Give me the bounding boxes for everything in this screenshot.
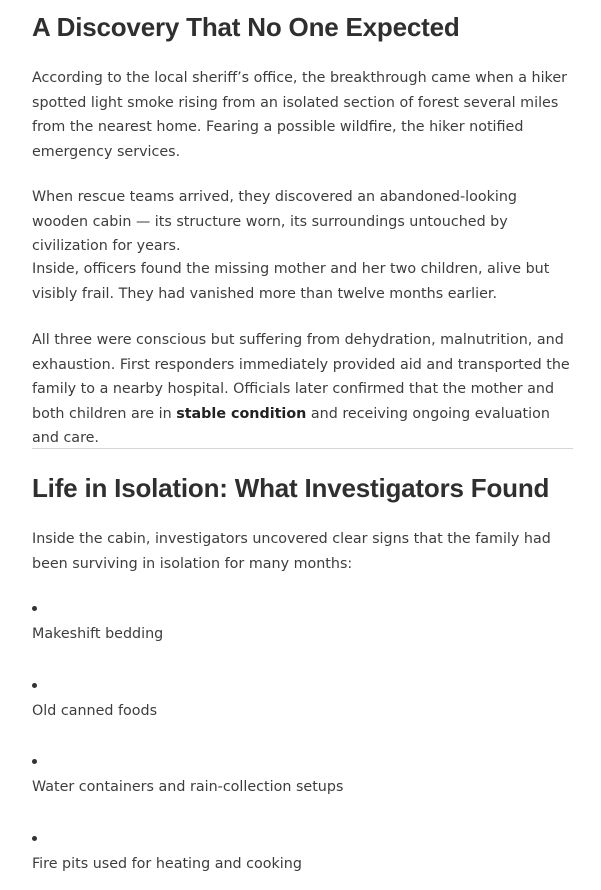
condition-text-after: and receiving ongoing evaluation and care.	[32, 405, 550, 447]
section-heading-discovery: A Discovery That No One Expected	[32, 12, 460, 42]
bullet-icon	[32, 683, 37, 688]
list-item: Old canned foods	[32, 703, 158, 719]
paragraph-rescue-teams: When rescue teams arrived, they discovered an abandoned-looking wooden cabin — its structure worn, its surroundings untouched by civilization for years.	[32, 189, 518, 255]
paragraph-missing-found: Inside, officers found the missing mother and her two children, alive but visibly frail. They had vanished more than twelve months earlier.	[32, 261, 550, 302]
list-item: Makeshift bedding	[32, 626, 164, 642]
paragraph-investigators-intro: Inside the cabin, investigators uncovered clear signs that the family had been surviving in isolation for many months:	[32, 531, 551, 572]
condition-emphasis: stable condition	[176, 405, 307, 422]
bullet-icon	[32, 836, 37, 841]
bullet-icon	[32, 759, 37, 764]
list-item: Water containers and rain-collection setups	[32, 779, 344, 795]
section-heading-isolation: Life in Isolation: What Investigators Found	[32, 473, 550, 503]
paragraph-sheriff-report: According to the local sheriff’s office, the breakthrough came when a hiker spotted light smoke rising from an isolated section of forest several miles from the nearest home. Fearing a possible wildfire, the hiker notified emergency services.	[32, 70, 568, 160]
section-divider	[32, 448, 573, 449]
condition-text-before: All three were conscious but suffering from dehydration, malnutrition, and exhaustion. First responders immediately provided aid and transported the family to a nearby hospital. Officials later confirmed that the mother and both children are in	[32, 332, 570, 422]
list-item: Fire pits used for heating and cooking	[32, 856, 302, 872]
paragraph-condition	[32, 328, 573, 451]
bullet-icon	[32, 606, 37, 611]
